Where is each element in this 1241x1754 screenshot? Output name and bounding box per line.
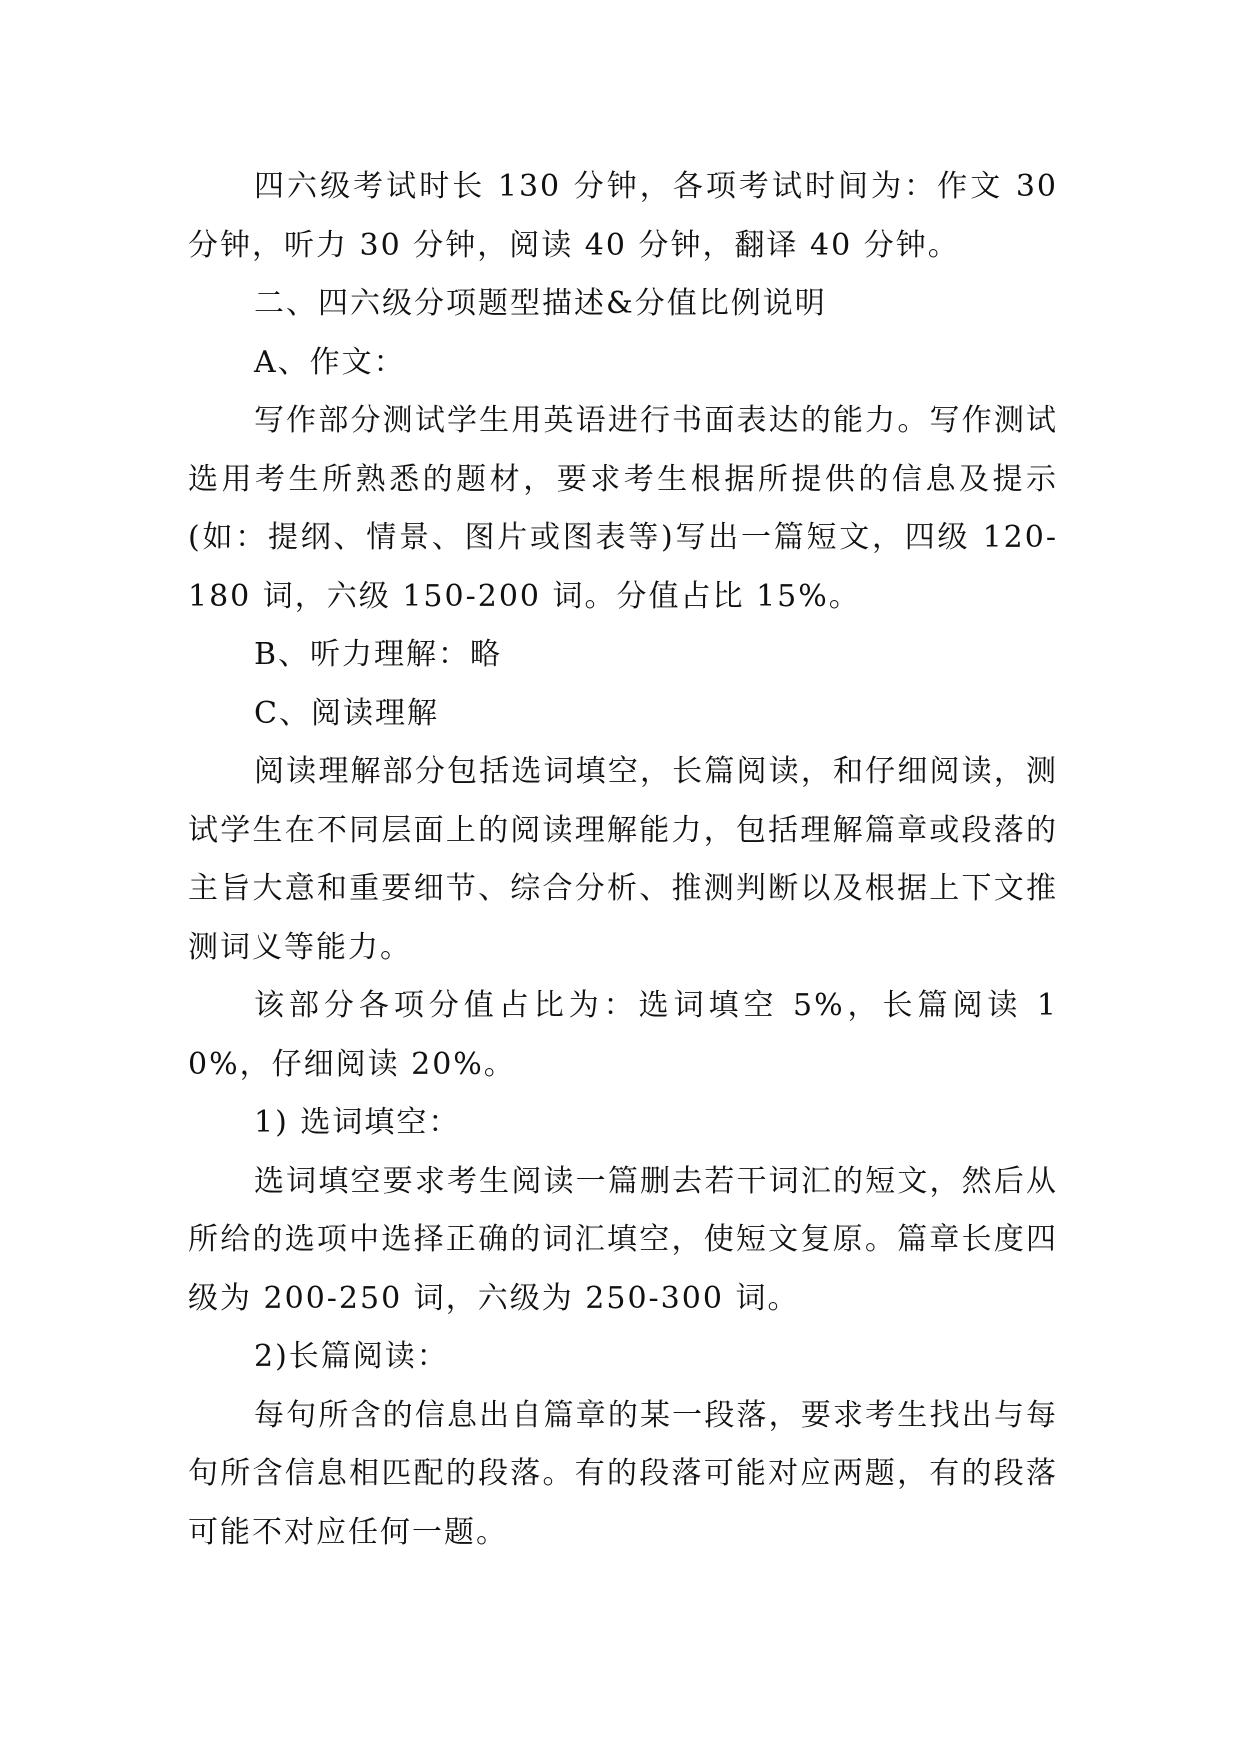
- paragraph-banked-cloze: 选词填空要求考生阅读一篇删去若干词汇的短文，然后从所给的选项中选择正确的词汇填空，使短文复原。篇章长度四级为 200-250 词，六级为 250-300 词。: [188, 1163, 1058, 1316]
- subheading-long-reading: 2)长篇阅读：: [254, 1339, 449, 1374]
- paragraph-exam-duration: 四六级考试时长 130 分钟，各项考试时间为：作文 30 分钟，听力 30 分钟，阅读 40 分钟，翻译 40 分钟。: [188, 169, 1058, 263]
- paragraph-reading-scores: 该部分各项分值占比为：选词填空 5%，长篇阅读 10%，仔细阅读 20%。: [188, 988, 1058, 1082]
- paragraph-long-reading: 每句所含的信息出自篇章的某一段落，要求考生找出与每句所含信息相匹配的段落。有的段落可能对应两题，有的段落可能不对应任何一题。: [188, 1397, 1058, 1550]
- paragraph-writing: 写作部分测试学生用英语进行书面表达的能力。写作测试选用考生所熟悉的题材，要求考生根据所提供的信息及提示(如：提纲、情景、图片或图表等)写出一篇短文，四级 120-180 词，六级 150-200 词。分值占比 15%。: [188, 403, 1058, 614]
- section-heading-question-types: 二、四六级分项题型描述&分值比例说明: [254, 286, 827, 321]
- subheading-reading: C、阅读理解: [254, 695, 439, 731]
- document-body: [188, 158, 1058, 1562]
- subheading-listening: B、听力理解：略: [254, 637, 503, 672]
- paragraph-reading: 阅读理解部分包括选词填空，长篇阅读，和仔细阅读，测试学生在不同层面上的阅读理解能力，包括理解篇章或段落的主旨大意和重要细节、综合分析、推测判断以及根据上下文推测词义等能力。: [188, 754, 1058, 965]
- subheading-banked-cloze: 1) 选词填空：: [254, 1105, 461, 1140]
- subheading-writing: A、作文：: [254, 344, 406, 380]
